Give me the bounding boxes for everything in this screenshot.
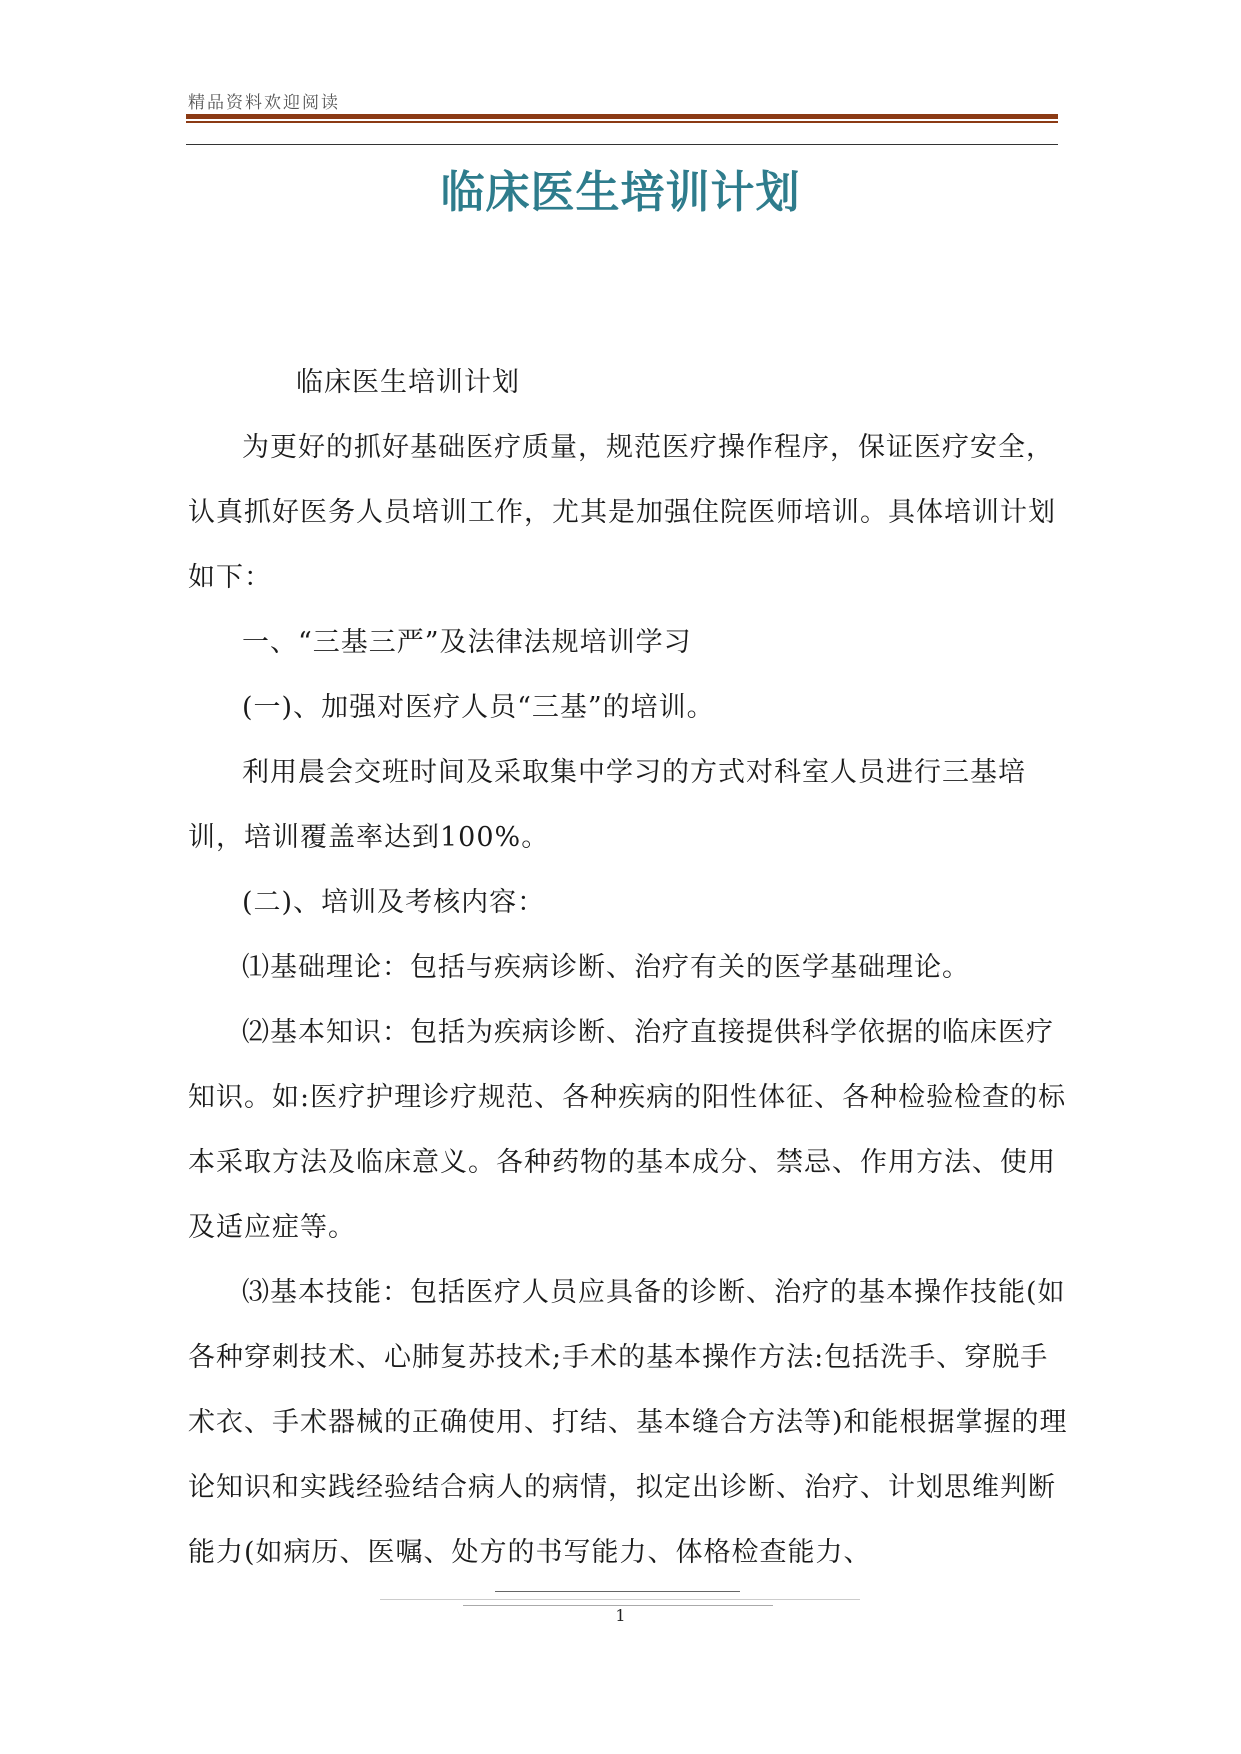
header-rule-thick: [186, 114, 1058, 119]
list-item: ⑶基本技能：包括医疗人员应具备的诊断、治疗的基本操作技能(如各种穿刺技术、心肺复苏技术;手术的基本操作方法:包括洗手、穿脱手术衣、手术器械的正确使用、打结、基本缝合方法等)和能根据掌握的理论知识和实践经验结合病人的病情，拟定出诊断、治疗、计划思维判断能力(如病历、医嘱、处方的书写能力、体格检查能力、: [188, 1277, 1068, 1568]
document-title: 临床医生培训计划: [440, 167, 801, 218]
body-paragraph: 为更好的抓好基础医疗质量，规范医疗操作程序，保证医疗安全，认真抓好医务人员培训工作，尤其是加强住院医师培训。具体培训计划如下：: [188, 432, 1056, 593]
subsection-heading: (一)、加强对医疗人员“三基”的培训。: [242, 692, 715, 723]
list-item: ⑴基础理论：包括与疾病诊断、治疗有关的医学基础理论。: [242, 952, 970, 983]
header-rule-thin: [186, 144, 1058, 145]
section-heading: 一、“三基三严”及法律法规培训学习: [242, 627, 692, 658]
body-subtitle: 临床医生培训计划: [296, 367, 520, 398]
footer-rule-long: [380, 1599, 860, 1600]
list-item: ⑵基本知识：包括为疾病诊断、治疗直接提供科学依据的临床医疗知识。如:医疗护理诊疗规范、各种疾病的阳性体征、各种检验检查的标本采取方法及临床意义。各种药物的基本成分、禁忌、作用方法、使用及适应症等。: [188, 1017, 1067, 1243]
page-number: 1: [615, 1606, 626, 1625]
body-paragraph: 利用晨会交班时间及采取集中学习的方式对科室人员进行三基培训，培训覆盖率达到100%。: [188, 757, 1026, 853]
document-body: [188, 350, 1072, 1585]
footer-rule-short: [495, 1591, 740, 1592]
running-header: 精品资料欢迎阅读: [188, 93, 340, 113]
subsection-heading: (二)、培训及考核内容：: [242, 887, 546, 918]
header-rule-double: [186, 121, 1058, 123]
